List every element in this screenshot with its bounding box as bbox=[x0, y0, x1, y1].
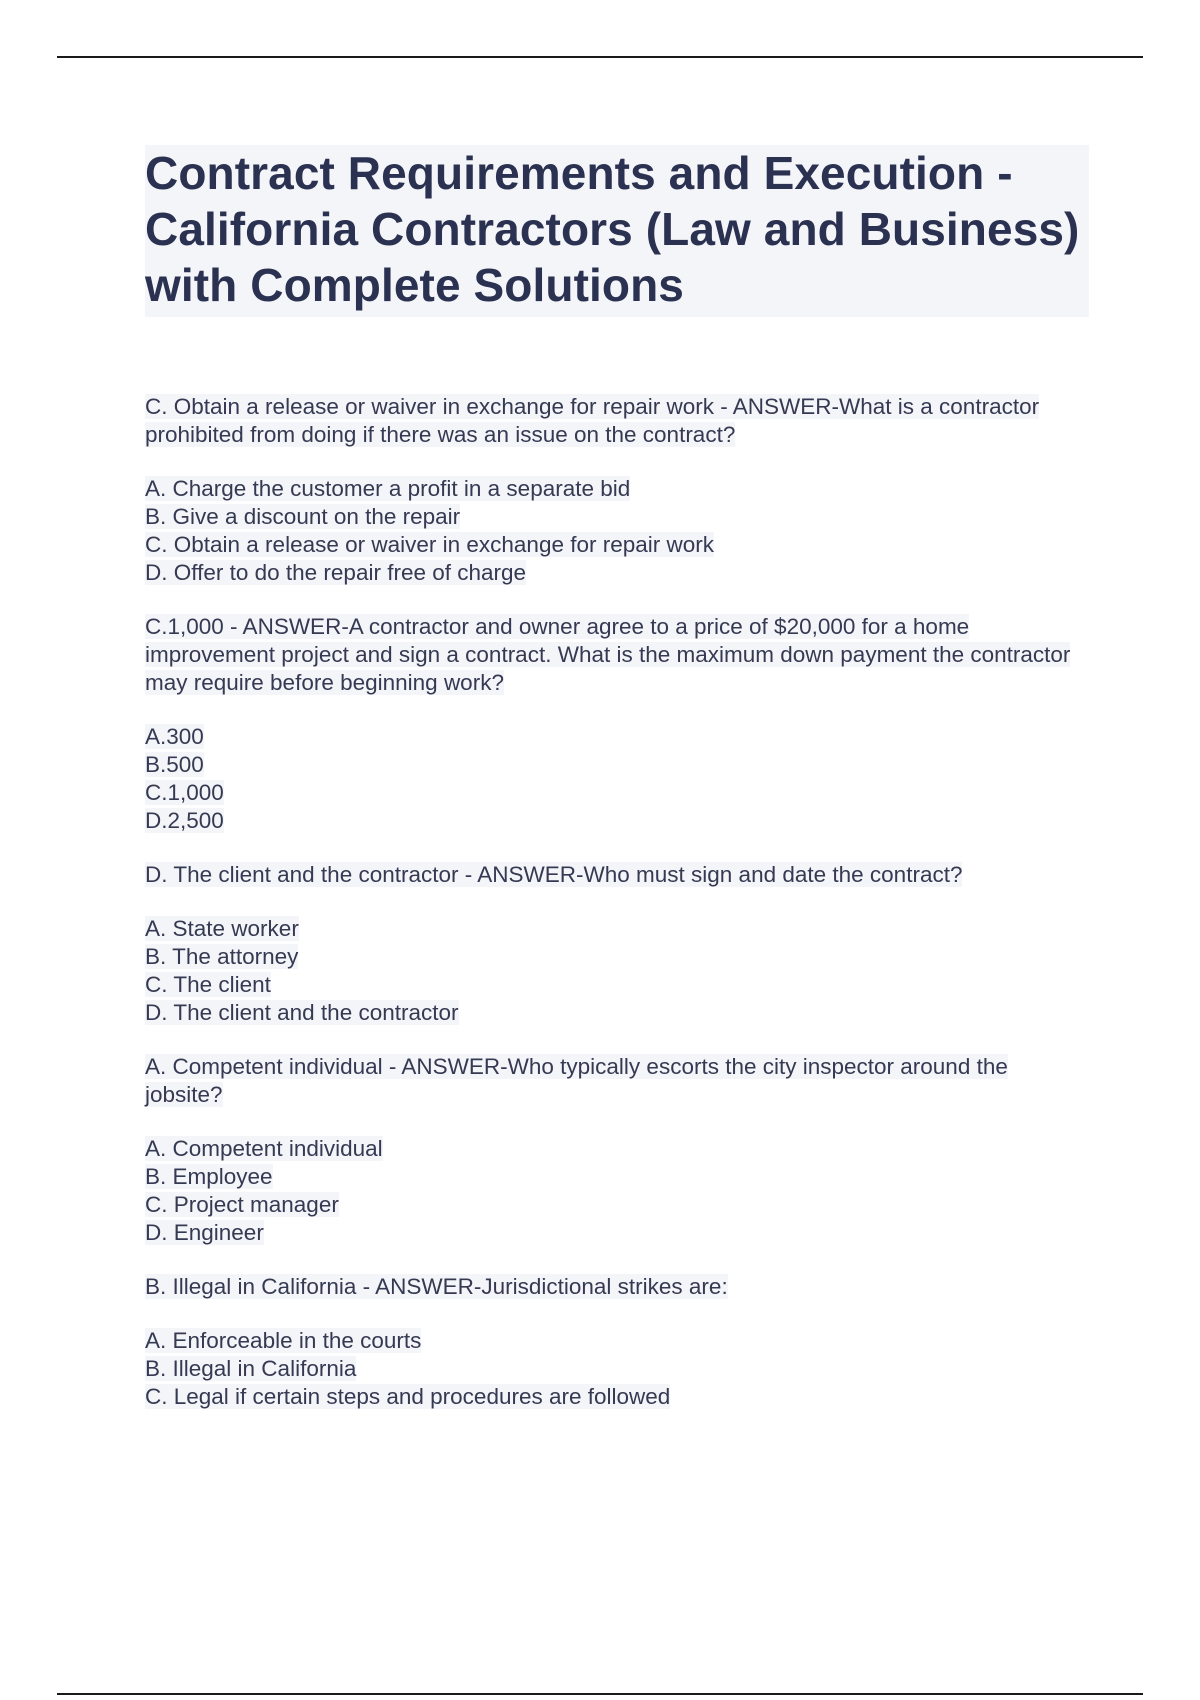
option-label: A. Charge the customer a profit in a separate bid bbox=[145, 476, 631, 501]
options-list bbox=[145, 723, 1085, 835]
option-item bbox=[145, 1163, 1085, 1191]
option-label: A. State worker bbox=[145, 916, 299, 941]
option-label: C. Legal if certain steps and procedures are followed bbox=[145, 1384, 671, 1409]
option-item bbox=[145, 943, 1085, 971]
option-label: B.500 bbox=[145, 752, 204, 777]
option-item bbox=[145, 807, 1085, 835]
option-label: C. Obtain a release or waiver in exchange for repair work bbox=[145, 532, 715, 557]
option-label: C.1,000 bbox=[145, 780, 224, 805]
qa-content bbox=[145, 393, 1085, 1437]
question-text bbox=[145, 613, 1085, 697]
option-label: D.2,500 bbox=[145, 808, 224, 833]
question-label: B. Illegal in California - ANSWER-Jurisdictional strikes are: bbox=[145, 1274, 728, 1299]
option-item bbox=[145, 915, 1085, 943]
option-label: C. Project manager bbox=[145, 1192, 339, 1217]
option-label: A. Enforceable in the courts bbox=[145, 1328, 422, 1353]
question-label: D. The client and the contractor - ANSWER-Who must sign and date the contract? bbox=[145, 862, 963, 887]
qa-item bbox=[145, 613, 1085, 835]
options-list bbox=[145, 1327, 1085, 1411]
option-item bbox=[145, 999, 1085, 1027]
top-rule bbox=[57, 56, 1143, 58]
document-title: Contract Requirements and Execution - California Contractors (Law and Business) with Complete Solutions bbox=[145, 147, 1080, 311]
option-label: A.300 bbox=[145, 724, 204, 749]
option-item bbox=[145, 559, 1085, 587]
qa-item bbox=[145, 861, 1085, 1027]
question-text bbox=[145, 1053, 1085, 1109]
option-label: D. The client and the contractor bbox=[145, 1000, 459, 1025]
option-label: D. Engineer bbox=[145, 1220, 264, 1245]
option-item bbox=[145, 971, 1085, 999]
option-item bbox=[145, 1191, 1085, 1219]
option-item bbox=[145, 1135, 1085, 1163]
qa-item bbox=[145, 393, 1085, 587]
qa-item bbox=[145, 1053, 1085, 1247]
options-list bbox=[145, 915, 1085, 1027]
option-item bbox=[145, 751, 1085, 779]
options-list bbox=[145, 1135, 1085, 1247]
qa-item bbox=[145, 1273, 1085, 1411]
option-item bbox=[145, 1355, 1085, 1383]
option-item bbox=[145, 779, 1085, 807]
option-item bbox=[145, 503, 1085, 531]
option-label: A. Competent individual bbox=[145, 1136, 383, 1161]
question-text bbox=[145, 1273, 1085, 1301]
option-item bbox=[145, 1383, 1085, 1411]
question-label: C. Obtain a release or waiver in exchange for repair work - ANSWER-What is a contractor prohibited from doing if there was an issue on the contract? bbox=[145, 394, 1040, 447]
option-label: B. Give a discount on the repair bbox=[145, 504, 461, 529]
option-label: B. Illegal in California bbox=[145, 1356, 357, 1381]
question-label: A. Competent individual - ANSWER-Who typically escorts the city inspector around the jobsite? bbox=[145, 1054, 1008, 1107]
option-item bbox=[145, 1219, 1085, 1247]
question-text bbox=[145, 393, 1085, 449]
option-item bbox=[145, 723, 1085, 751]
option-label: B. Employee bbox=[145, 1164, 273, 1189]
options-list bbox=[145, 475, 1085, 587]
option-label: C. The client bbox=[145, 972, 271, 997]
option-item bbox=[145, 1327, 1085, 1355]
option-item bbox=[145, 531, 1085, 559]
option-item bbox=[145, 475, 1085, 503]
option-label: D. Offer to do the repair free of charge bbox=[145, 560, 527, 585]
question-text bbox=[145, 861, 1085, 889]
option-label: B. The attorney bbox=[145, 944, 299, 969]
bottom-rule bbox=[57, 1693, 1143, 1695]
question-label: C.1,000 - ANSWER-A contractor and owner agree to a price of $20,000 for a home improvement project and sign a contract. What is the maximum down payment the contractor may require before beginning work? bbox=[145, 614, 1071, 695]
title-block bbox=[145, 145, 1089, 317]
